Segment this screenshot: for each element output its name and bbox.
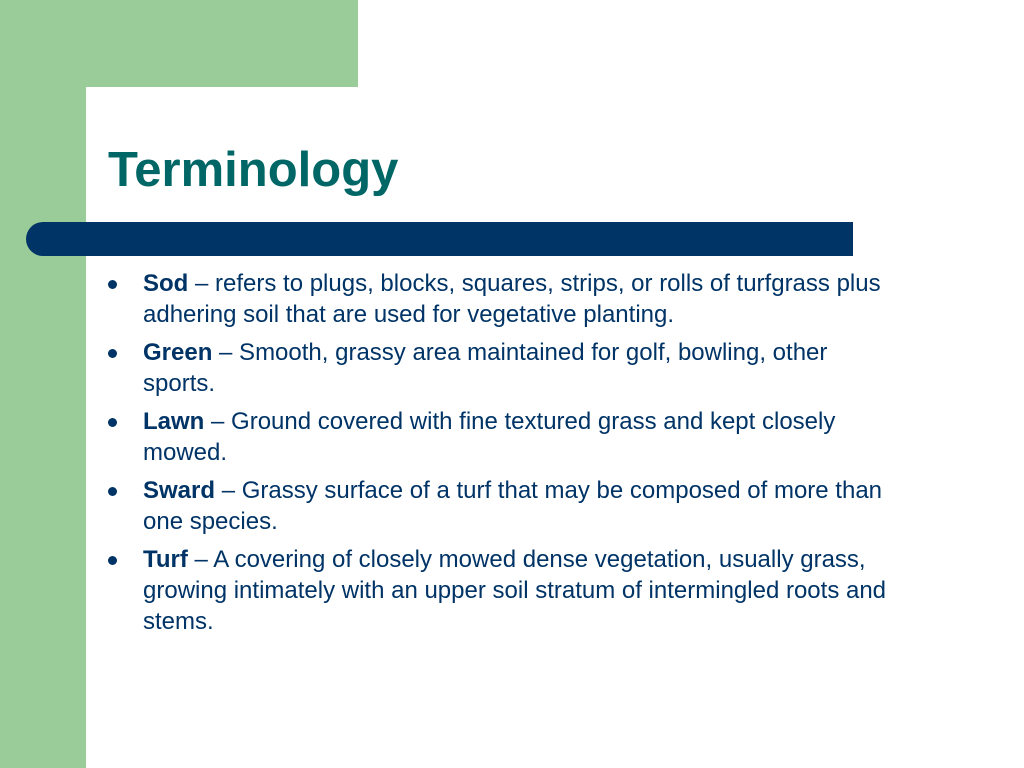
term-list <box>108 268 898 644</box>
list-item <box>108 268 898 330</box>
bullet-icon <box>108 349 117 358</box>
list-item <box>108 544 898 637</box>
term-definition: – refers to plugs, blocks, squares, strips, or rolls of turfgrass plus adhering soil that are used for vegetative planting. <box>143 270 881 328</box>
slide-title: Terminology <box>108 143 399 197</box>
list-item <box>108 337 898 399</box>
top-green-block <box>0 0 358 87</box>
bullet-icon <box>108 556 117 565</box>
term-label: Sod <box>143 270 189 297</box>
list-item <box>108 475 898 537</box>
term-label: Sward <box>143 477 216 504</box>
term-definition: – Ground covered with fine textured grass and kept closely mowed. <box>143 408 836 466</box>
bullet-icon <box>108 280 117 289</box>
term-definition: – A covering of closely mowed dense vegetation, usually grass, growing intimately with an upper soil stratum of intermingled roots and stems. <box>143 546 887 635</box>
bullet-icon <box>108 418 117 427</box>
list-item <box>108 406 898 468</box>
term-label: Lawn <box>143 408 205 435</box>
title-divider-bar <box>26 222 853 256</box>
term-label: Turf <box>143 546 188 573</box>
term-label: Green <box>143 339 213 366</box>
term-definition: – Smooth, grassy area maintained for golf, bowling, other sports. <box>143 339 828 397</box>
bullet-icon <box>108 487 117 496</box>
left-green-band <box>0 0 86 768</box>
term-definition: – Grassy surface of a turf that may be composed of more than one species. <box>143 477 883 535</box>
